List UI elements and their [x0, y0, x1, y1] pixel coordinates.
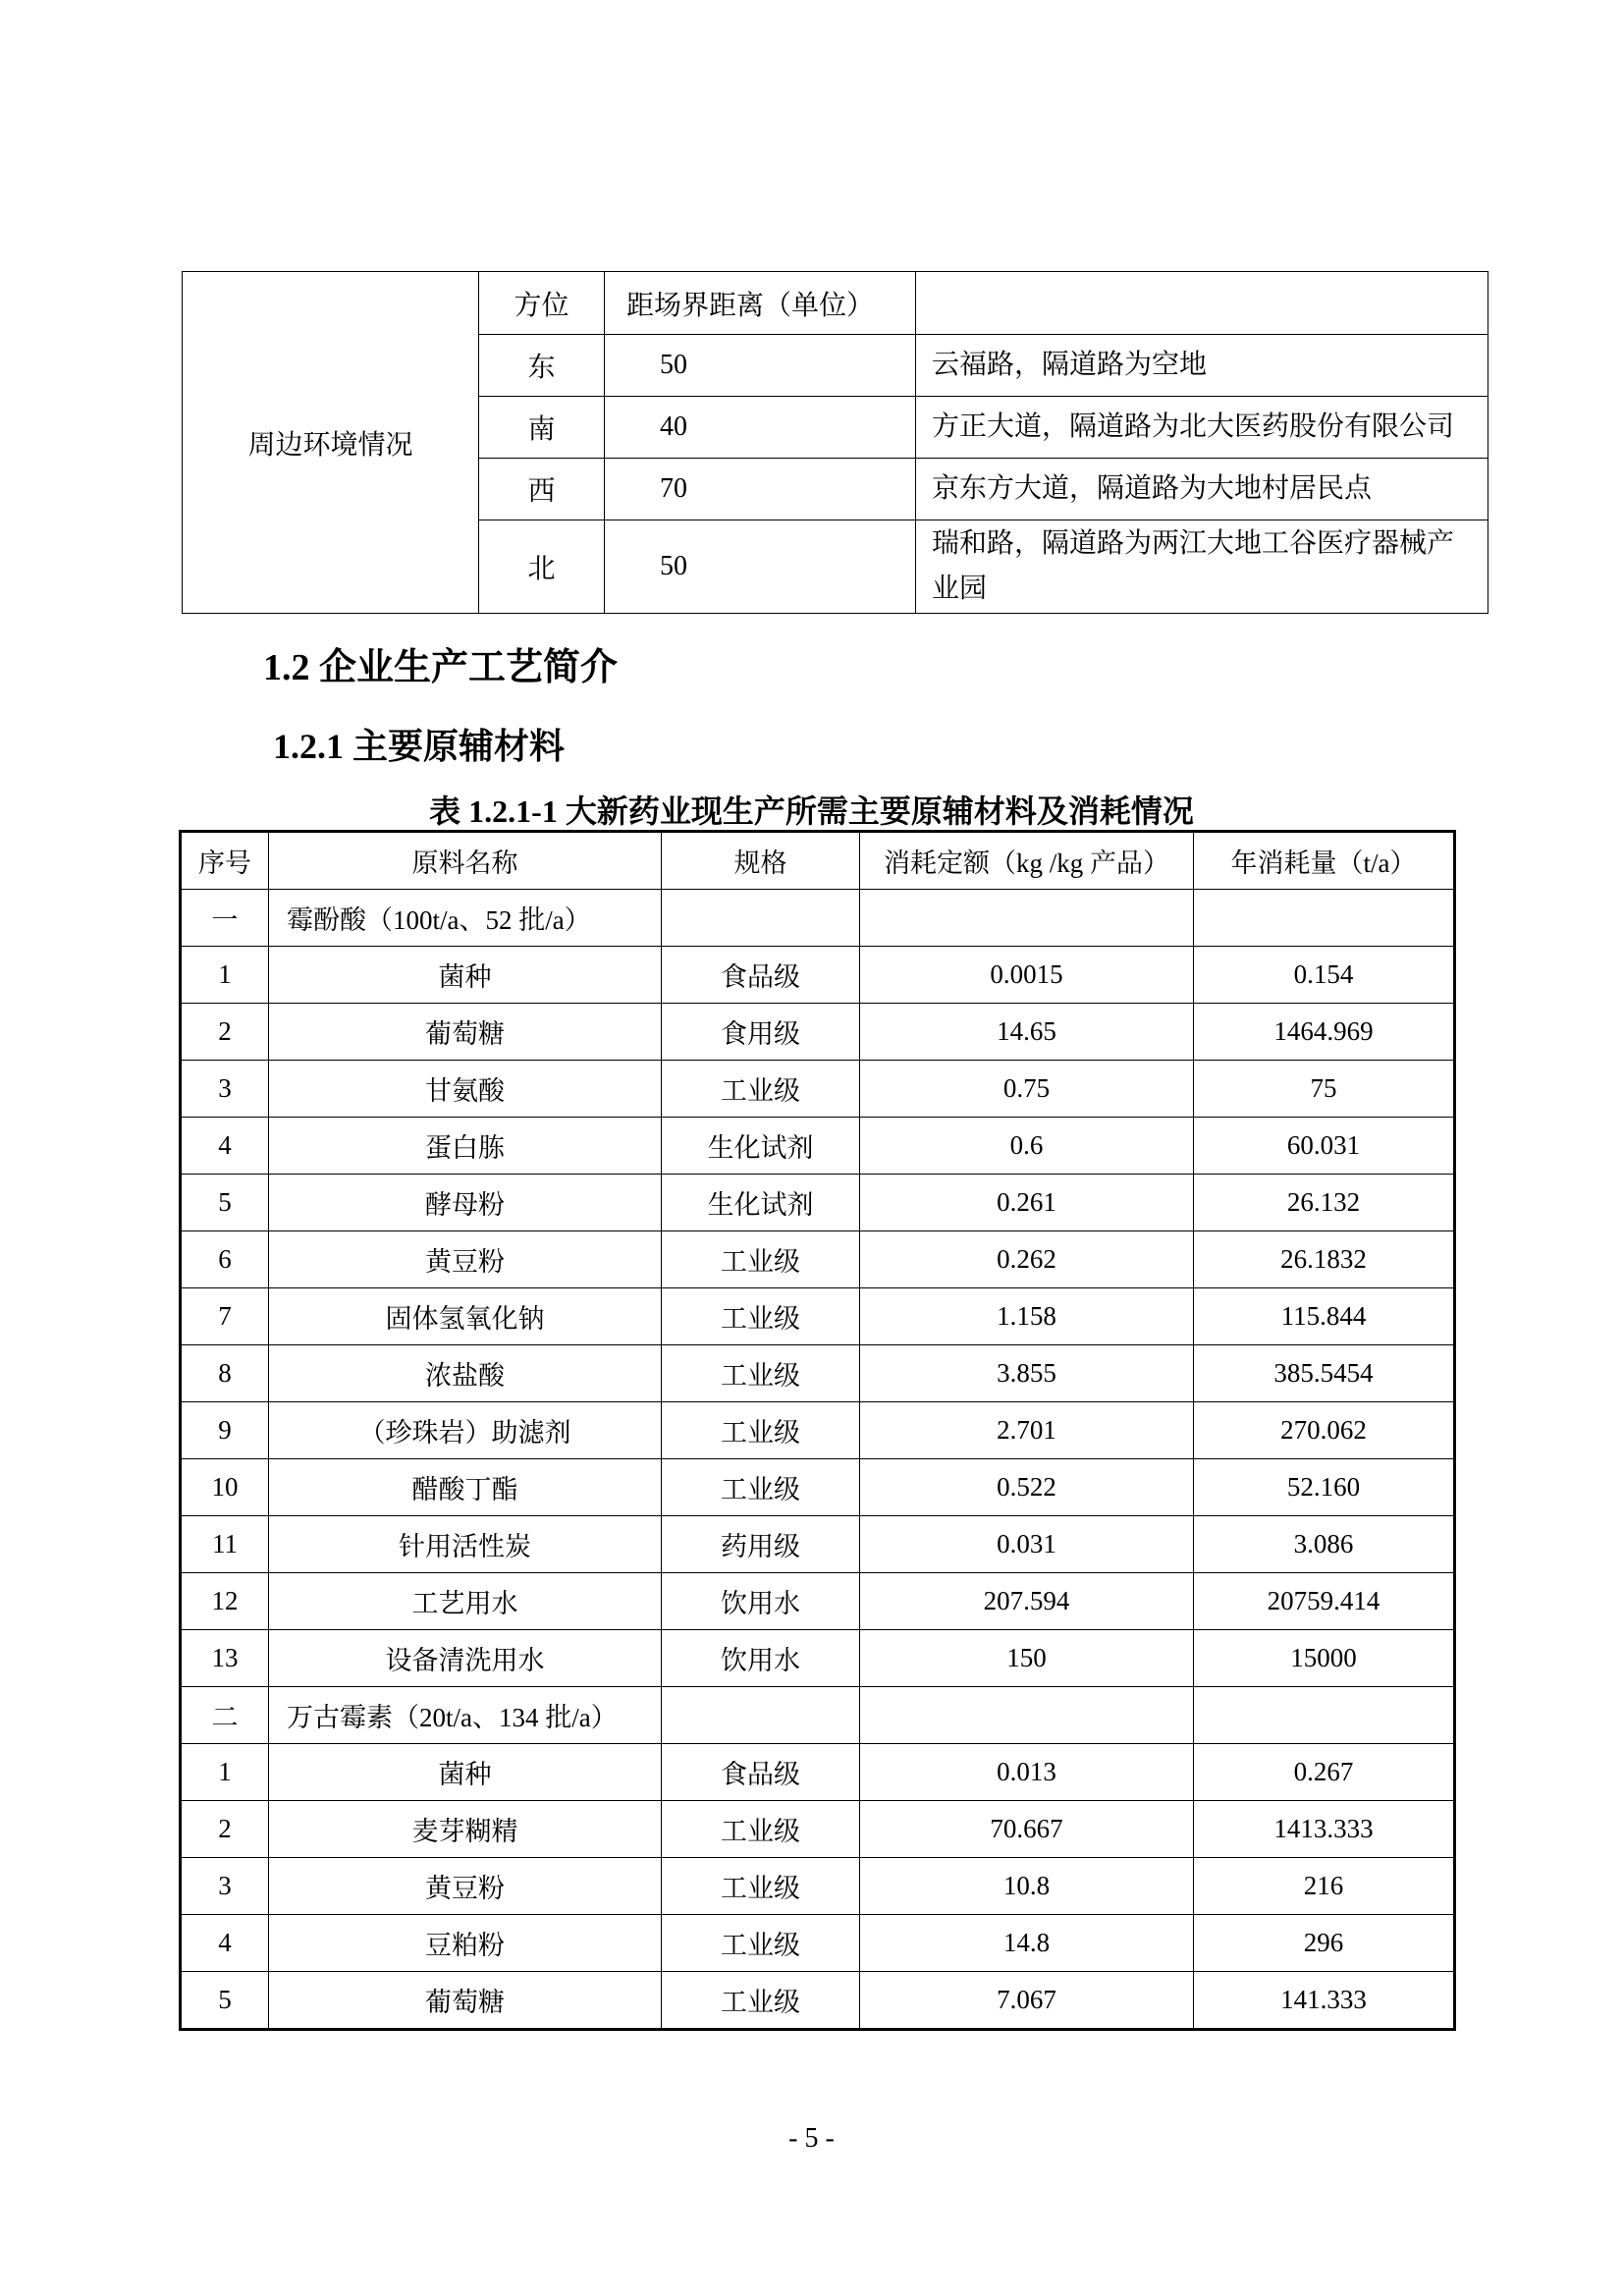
- column-header: 序号: [181, 832, 269, 890]
- distance-cell: 50: [605, 520, 916, 614]
- description-cell: 方正大道，隔道路为北大医药股份有限公司: [916, 397, 1488, 459]
- description-cell: 瑞和路，隔道路为两江大地工谷医疗器械产业园: [916, 520, 1488, 614]
- group-row: [181, 1687, 1455, 1744]
- annual-consumption: 3.086: [1194, 1516, 1455, 1573]
- table-row: [183, 272, 1488, 335]
- annual-consumption: 60.031: [1194, 1118, 1455, 1175]
- consumption-quota: 0.522: [860, 1459, 1194, 1516]
- material-spec: 工业级: [662, 1402, 860, 1459]
- annual-consumption: 296: [1194, 1915, 1455, 1972]
- consumption-quota: 2.701: [860, 1402, 1194, 1459]
- group-name: 霉酚酸（100t/a、52 批/a）: [269, 890, 662, 947]
- table-caption: 表 1.2.1-1 大新药业现生产所需主要原辅材料及消耗情况: [429, 793, 1194, 829]
- row-number: 12: [181, 1573, 269, 1630]
- column-header: 原料名称: [269, 832, 662, 890]
- material-spec: 工业级: [662, 1459, 860, 1516]
- material-name: 酵母粉: [269, 1175, 662, 1231]
- row-number: 5: [181, 1175, 269, 1231]
- material-spec: 药用级: [662, 1516, 860, 1573]
- row-number: 5: [181, 1972, 269, 2030]
- column-header: 年消耗量（t/a）: [1194, 832, 1455, 890]
- material-spec: 工业级: [662, 1915, 860, 1972]
- material-name: 设备清洗用水: [269, 1630, 662, 1687]
- consumption-quota: 3.855: [860, 1345, 1194, 1402]
- table-row: [181, 1801, 1455, 1858]
- material-name: 菌种: [269, 947, 662, 1004]
- material-name: 菌种: [269, 1744, 662, 1801]
- material-name: 豆粕粉: [269, 1915, 662, 1972]
- row-number: 1: [181, 1744, 269, 1801]
- material-spec: 饮用水: [662, 1573, 860, 1630]
- row-number: 13: [181, 1630, 269, 1687]
- material-spec: 工业级: [662, 1345, 860, 1402]
- annual-consumption: 216: [1194, 1858, 1455, 1915]
- materials-table: [179, 830, 1456, 2031]
- consumption-quota: 14.8: [860, 1915, 1194, 1972]
- material-name: 工艺用水: [269, 1573, 662, 1630]
- material-name: 麦芽糊精: [269, 1801, 662, 1858]
- table-row: [181, 1175, 1455, 1231]
- page-number: - 5 -: [788, 2123, 835, 2154]
- annual-consumption: 270.062: [1194, 1402, 1455, 1459]
- consumption-quota: 0.013: [860, 1744, 1194, 1801]
- row-number: 8: [181, 1345, 269, 1402]
- row-number: 3: [181, 1061, 269, 1118]
- consumption-quota: 0.75: [860, 1061, 1194, 1118]
- material-spec: 工业级: [662, 1858, 860, 1915]
- table-row: [181, 1630, 1455, 1687]
- table-row: [181, 1231, 1455, 1288]
- annual-consumption: 1413.333: [1194, 1801, 1455, 1858]
- direction-cell: 东: [479, 335, 605, 397]
- table-row: [181, 1915, 1455, 1972]
- direction-cell: 南: [479, 397, 605, 459]
- material-spec: 食品级: [662, 1744, 860, 1801]
- annual-consumption: 1464.969: [1194, 1004, 1455, 1061]
- consumption-quota: 0.6: [860, 1118, 1194, 1175]
- group-name: 万古霉素（20t/a、134 批/a）: [269, 1687, 662, 1744]
- material-spec: 食品级: [662, 947, 860, 1004]
- material-name: 葡萄糖: [269, 1972, 662, 2030]
- consumption-quota: 207.594: [860, 1573, 1194, 1630]
- material-spec: 食用级: [662, 1004, 860, 1061]
- surrounding-environment-table: [182, 271, 1488, 614]
- description-header: [916, 272, 1488, 335]
- material-spec: 工业级: [662, 1231, 860, 1288]
- consumption-quota: 7.067: [860, 1972, 1194, 2030]
- row-number: 7: [181, 1288, 269, 1345]
- table-row: [181, 1345, 1455, 1402]
- row-number: 2: [181, 1004, 269, 1061]
- subsection-heading: 1.2.1 主要原辅材料: [273, 727, 566, 766]
- row-number: 4: [181, 1915, 269, 1972]
- row-number: 9: [181, 1402, 269, 1459]
- consumption-quota: 150: [860, 1630, 1194, 1687]
- table-row: [181, 1061, 1455, 1118]
- area-label: 周边环境情况: [183, 272, 479, 614]
- table-row: [181, 1118, 1455, 1175]
- group-row: [181, 890, 1455, 947]
- consumption-quota: 10.8: [860, 1858, 1194, 1915]
- group-index: 一: [181, 890, 269, 947]
- distance-cell: 50: [605, 335, 916, 397]
- direction-header: 方位: [479, 272, 605, 335]
- description-cell: 京东方大道，隔道路为大地村居民点: [916, 459, 1488, 520]
- table-row: [181, 1516, 1455, 1573]
- row-number: 1: [181, 947, 269, 1004]
- annual-consumption: 26.1832: [1194, 1231, 1455, 1288]
- material-name: （珍珠岩）助滤剂: [269, 1402, 662, 1459]
- material-name: 黄豆粉: [269, 1858, 662, 1915]
- annual-consumption: 141.333: [1194, 1972, 1455, 2030]
- consumption-quota: 0.262: [860, 1231, 1194, 1288]
- table-row: [181, 1004, 1455, 1061]
- description-cell: 云福路，隔道路为空地: [916, 335, 1488, 397]
- row-number: 10: [181, 1459, 269, 1516]
- consumption-quota: 0.0015: [860, 947, 1194, 1004]
- table-row: [181, 947, 1455, 1004]
- row-number: 11: [181, 1516, 269, 1573]
- section-heading: 1.2 企业生产工艺简介: [263, 647, 619, 688]
- group-index: 二: [181, 1687, 269, 1744]
- annual-consumption: 20759.414: [1194, 1573, 1455, 1630]
- annual-consumption: 0.267: [1194, 1744, 1455, 1801]
- consumption-quota: 70.667: [860, 1801, 1194, 1858]
- material-name: 蛋白胨: [269, 1118, 662, 1175]
- direction-cell: 西: [479, 459, 605, 520]
- consumption-quota: 0.031: [860, 1516, 1194, 1573]
- table-row: [181, 1573, 1455, 1630]
- annual-consumption: 0.154: [1194, 947, 1455, 1004]
- distance-cell: 70: [605, 459, 916, 520]
- row-number: 6: [181, 1231, 269, 1288]
- annual-consumption: 115.844: [1194, 1288, 1455, 1345]
- row-number: 2: [181, 1801, 269, 1858]
- material-spec: 饮用水: [662, 1630, 860, 1687]
- material-name: 葡萄糖: [269, 1004, 662, 1061]
- consumption-quota: 0.261: [860, 1175, 1194, 1231]
- material-spec: 工业级: [662, 1972, 860, 2030]
- material-name: 固体氢氧化钠: [269, 1288, 662, 1345]
- annual-consumption: 385.5454: [1194, 1345, 1455, 1402]
- annual-consumption: 52.160: [1194, 1459, 1455, 1516]
- material-name: 浓盐酸: [269, 1345, 662, 1402]
- table-row: [181, 1972, 1455, 2030]
- annual-consumption: 26.132: [1194, 1175, 1455, 1231]
- row-number: 3: [181, 1858, 269, 1915]
- table-row: [181, 1744, 1455, 1801]
- table-row: [181, 1459, 1455, 1516]
- material-spec: 生化试剂: [662, 1118, 860, 1175]
- material-spec: 生化试剂: [662, 1175, 860, 1231]
- consumption-quota: 1.158: [860, 1288, 1194, 1345]
- annual-consumption: 15000: [1194, 1630, 1455, 1687]
- consumption-quota: 14.65: [860, 1004, 1194, 1061]
- material-spec: 工业级: [662, 1061, 860, 1118]
- material-name: 甘氨酸: [269, 1061, 662, 1118]
- table-header-row: [181, 832, 1455, 890]
- material-spec: 工业级: [662, 1288, 860, 1345]
- annual-consumption: 75: [1194, 1061, 1455, 1118]
- column-header: 规格: [662, 832, 860, 890]
- material-name: 针用活性炭: [269, 1516, 662, 1573]
- table-row: [181, 1288, 1455, 1345]
- column-header: 消耗定额（kg /kg 产品）: [860, 832, 1194, 890]
- material-spec: 工业级: [662, 1801, 860, 1858]
- row-number: 4: [181, 1118, 269, 1175]
- table-row: [181, 1402, 1455, 1459]
- material-name: 醋酸丁酯: [269, 1459, 662, 1516]
- table-row: [181, 1858, 1455, 1915]
- distance-header: 距场界距离（单位）: [605, 272, 916, 335]
- material-name: 黄豆粉: [269, 1231, 662, 1288]
- distance-cell: 40: [605, 397, 916, 459]
- direction-cell: 北: [479, 520, 605, 614]
